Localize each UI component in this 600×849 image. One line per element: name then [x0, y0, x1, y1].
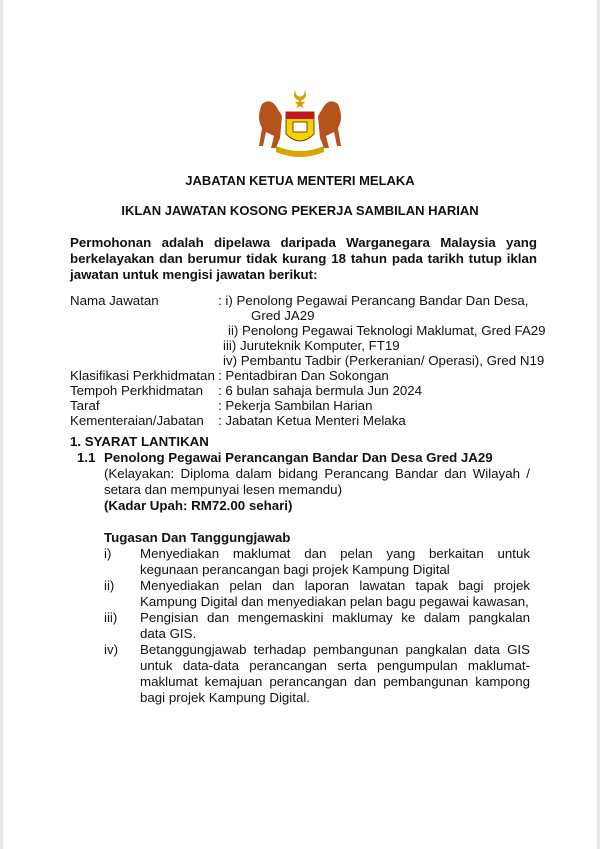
detail-value: : Jabatan Ketua Menteri Melaka — [218, 413, 406, 428]
detail-label: Taraf — [70, 398, 100, 413]
detail-value: : Pentadbiran Dan Sokongan — [218, 368, 389, 383]
subsection-body — [104, 450, 530, 706]
job-details-table — [70, 293, 550, 428]
detail-label: Tempoh Perkhidmatan — [70, 383, 204, 398]
position-item: ii) Penolong Pegawai Teknologi Maklumat, Gred FA29 — [228, 323, 546, 338]
detail-row — [70, 413, 550, 428]
detail-value: : 6 bulan sahaja bermula Jun 2024 — [218, 383, 423, 398]
duty-number: i) — [104, 546, 112, 561]
position-item: Gred JA29 — [251, 308, 315, 323]
melaka-crest-logo — [256, 84, 344, 158]
position-item: iv) Pembantu Tadbir (Perkeranian/ Operasi), Gred N19 — [223, 353, 545, 368]
detail-value: : Pekerja Sambilan Harian — [218, 398, 373, 413]
detail-label: Klasifikasi Perkhidmatan — [70, 368, 215, 383]
duties-heading: Tugasan Dan Tanggungjawab — [104, 530, 291, 545]
position-item: : i) Penolong Pegawai Perancang Bandar Dan Desa, — [218, 293, 529, 308]
document-body — [70, 293, 550, 706]
detail-row — [70, 383, 550, 398]
duty-text: Betanggungjawab terhadap pembangunan pangkalan data GIS untuk data-data perancangan serta pengumpulan maklumat-maklumat kemajuan perancangan dan pembangunan kampong bagi projek Kampung Digital. — [140, 642, 530, 705]
subsection-title: Penolong Pegawai Perancangan Bandar Dan Desa Gred JA29 — [104, 450, 493, 465]
duty-item — [104, 578, 530, 610]
duty-number: iii) — [104, 610, 118, 625]
qualification-text: (Kelayakan: Diploma dalam bidang Perancang Bandar dan Wilayah / setara dan mempunyai lesen memandu) — [104, 466, 530, 497]
detail-row — [70, 368, 550, 383]
wage-rate: (Kadar Upah: RM72.00 sehari) — [104, 498, 293, 513]
duty-text: Menyediakan pelan dan laporan lawatan tapak bagi projek Kampung Digital dan menyediakan pelan bagu pegawai kawasan, — [140, 578, 530, 609]
duty-item — [104, 642, 530, 706]
detail-row — [70, 398, 550, 413]
detail-label: Kementeraian/Jabatan — [70, 413, 204, 428]
position-item: iii) Juruteknik Komputer, FT19 — [223, 338, 400, 353]
detail-label: Nama Jawatan — [70, 293, 159, 308]
organization-heading: JABATAN KETUA MENTERI MELAKA — [185, 173, 415, 188]
position-row — [70, 293, 550, 368]
duty-number: iv) — [104, 642, 119, 657]
section-heading: 1. SYARAT LANTIKAN — [70, 434, 209, 449]
duty-text: Pengisian dan mengemaskini maklumay ke dalam pangkalan data GIS. — [140, 610, 530, 641]
duty-number: ii) — [104, 578, 115, 593]
subsection — [70, 450, 550, 706]
subsection-number: 1.1 — [77, 450, 96, 465]
duty-item — [104, 610, 530, 642]
duty-item — [104, 546, 530, 578]
duty-text: Menyediakan maklumat dan pelan yang berkaitan untuk kegunaan perancangan bagi projek Kampung Digital — [140, 546, 530, 577]
document-title: IKLAN JAWATAN KOSONG PEKERJA SAMBILAN HARIAN — [121, 203, 479, 218]
positions-list — [218, 293, 550, 368]
intro-paragraph: Permohonan adalah dipelawa daripada Warganegara Malaysia yang berkelayakan dan berumur tidak kurang 18 tahun pada tarikh tutup iklan jawatan untuk mengisi jawatan berikut: — [70, 235, 537, 282]
